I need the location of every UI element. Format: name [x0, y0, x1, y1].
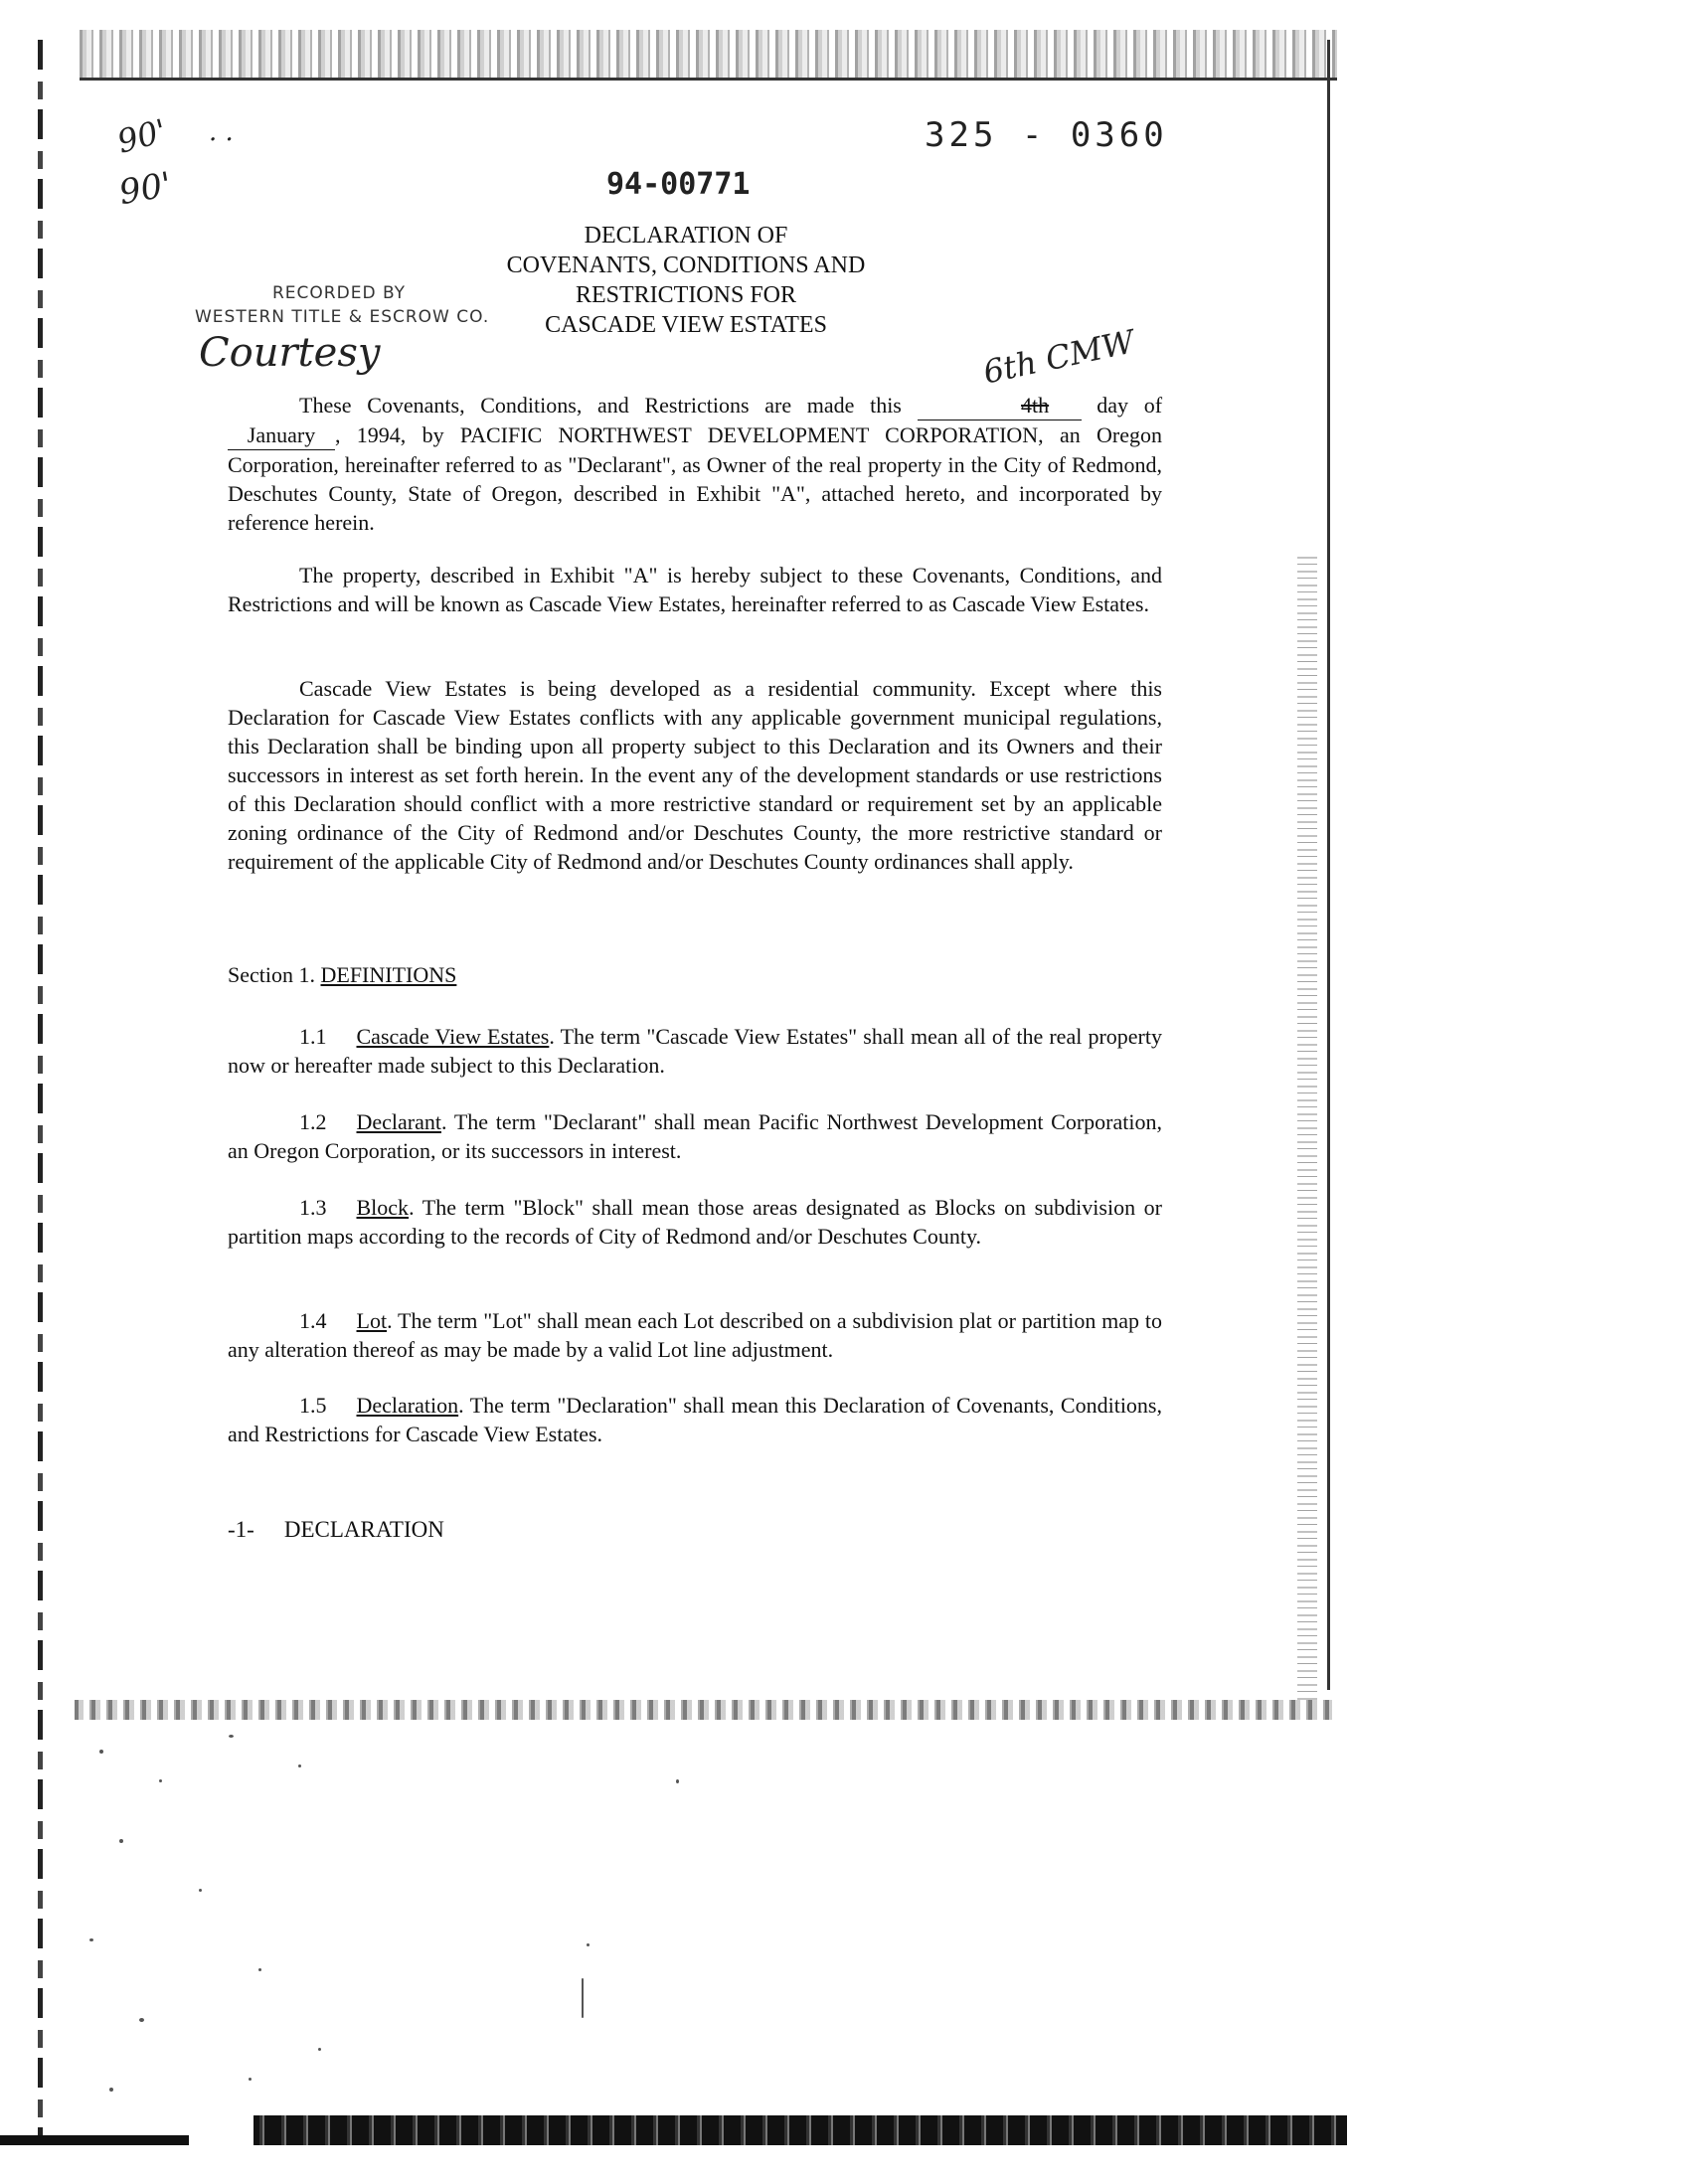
month-field [228, 420, 335, 450]
scan-left-edge [38, 40, 43, 2137]
scan-top-edge [80, 78, 1337, 81]
scan-bottom-bar [253, 2115, 1347, 2145]
intro-paragraph-3: Cascade View Estates is being developed as a residential community. Except where this Declaration for Cascade View Estates conflicts with any applicable government municipal regulations, this Declaration shall be binding upon all property subject to this Declaration and its Owners and their successors in interest as set forth herein. In the event any of the development standards or use restrictions of this Declaration should conflict with a more restrictive standard or requirement set by an applicable zoning ordinance of the City of Redmond and/or Deschutes County, the more restrictive standard or requirement of the applicable City of Redmond and/or Deschutes County ordinances shall apply. [228, 676, 1162, 874]
recorded-by-stamp [195, 281, 489, 329]
definition-item [228, 1193, 1162, 1251]
definition-term: Block [356, 1195, 410, 1220]
definition-text: . The term "Lot" shall mean each Lot described on a subdivision plat or partition map to any alteration thereof as may be made by a valid Lot line adjustment. [228, 1308, 1162, 1362]
section-heading [228, 962, 456, 988]
page-number: -1- [228, 1517, 254, 1542]
title-line: RESTRICTIONS FOR [575, 282, 797, 308]
handwritten-date-note: 6th CMW [979, 322, 1138, 392]
definition-item [228, 1391, 1162, 1448]
definition-item [228, 1107, 1162, 1165]
file-number: 94-00771 [606, 167, 751, 202]
definition-number: 1.3 [299, 1195, 327, 1220]
definition-number: 1.4 [299, 1308, 327, 1333]
definition-number: 1.1 [299, 1024, 327, 1049]
day-field [918, 391, 1082, 420]
footer-label: DECLARATION [283, 1517, 444, 1542]
intro-p1-day-of: day of [1097, 393, 1163, 418]
recorder-company: WESTERN TITLE & ESCROW CO. [195, 307, 490, 327]
scan-bottom-noise [75, 1700, 1332, 1720]
intro-paragraph-1 [228, 391, 1162, 537]
section-title: DEFINITIONS [320, 962, 457, 987]
definition-item [228, 1306, 1162, 1364]
definition-term: Declarant [356, 1109, 441, 1134]
definition-term: Lot [356, 1308, 388, 1333]
definition-text: . The term "Block" shall mean those areas designated as Blocks on subdivision or partition maps according to the records of City of Redmond and/or Deschutes County. [228, 1195, 1162, 1249]
handwritten-dots: · · [209, 125, 234, 155]
day-value: 4th [1021, 393, 1050, 418]
definition-number: 1.5 [299, 1393, 327, 1418]
month-value: January [247, 422, 316, 447]
scan-right-noise [1297, 557, 1317, 1700]
recorded-by-label: RECORDED BY [272, 283, 407, 303]
intro-p1-start: These Covenants, Conditions, and Restrictions are made this [299, 393, 902, 418]
definition-term: Declaration [356, 1393, 459, 1418]
handwritten-courtesy: Courtesy [199, 330, 381, 376]
intro-paragraph-2: The property, described in Exhibit "A" is hereby subject to these Covenants, Conditions, and Restrictions and will be known as Cascade View Estates, hereinafter referred to as Cascade View Estates. [228, 563, 1162, 616]
definition-number: 1.2 [299, 1109, 327, 1134]
scan-bottom-left-bar [0, 2135, 189, 2145]
handwritten-corner-mark: 90' [112, 111, 171, 161]
definition-text: . The term "Declarant" shall mean Pacific Northwest Development Corporation, an Oregon Corporation, or its successors in interest. [228, 1109, 1162, 1163]
intro-p1-rest: , 1994, by PACIFIC NORTHWEST DEVELOPMENT CORPORATION, an Oregon Corporation, hereinafter referred to as "Declarant", as Owner of the real property in the City of Redmond, Deschutes County, State of Oregon, described in Exhibit "A", attached hereto, and incorporated by reference herein. [228, 422, 1162, 535]
title-line: CASCADE VIEW ESTATES [545, 312, 827, 338]
page-footer [228, 1517, 444, 1543]
title-line: DECLARATION OF [584, 223, 788, 249]
scan-right-edge [1327, 40, 1330, 1690]
section-label: Section 1. [228, 962, 315, 987]
handwritten-corner-mark: 90' [115, 164, 175, 214]
definition-text: . The term "Declaration" shall mean this Declaration of Covenants, Conditions, and Restrictions for Cascade View Estates. [228, 1393, 1162, 1446]
document-title [427, 221, 944, 340]
definition-term: Cascade View Estates [356, 1024, 550, 1049]
scan-top-noise [80, 30, 1337, 78]
definition-text: . The term "Cascade View Estates" shall mean all of the real property now or hereafter made subject to this Declaration. [228, 1024, 1162, 1078]
definition-item [228, 1022, 1162, 1080]
document-number: 325 - 0360 [925, 115, 1168, 155]
title-line: COVENANTS, CONDITIONS AND [506, 252, 866, 278]
